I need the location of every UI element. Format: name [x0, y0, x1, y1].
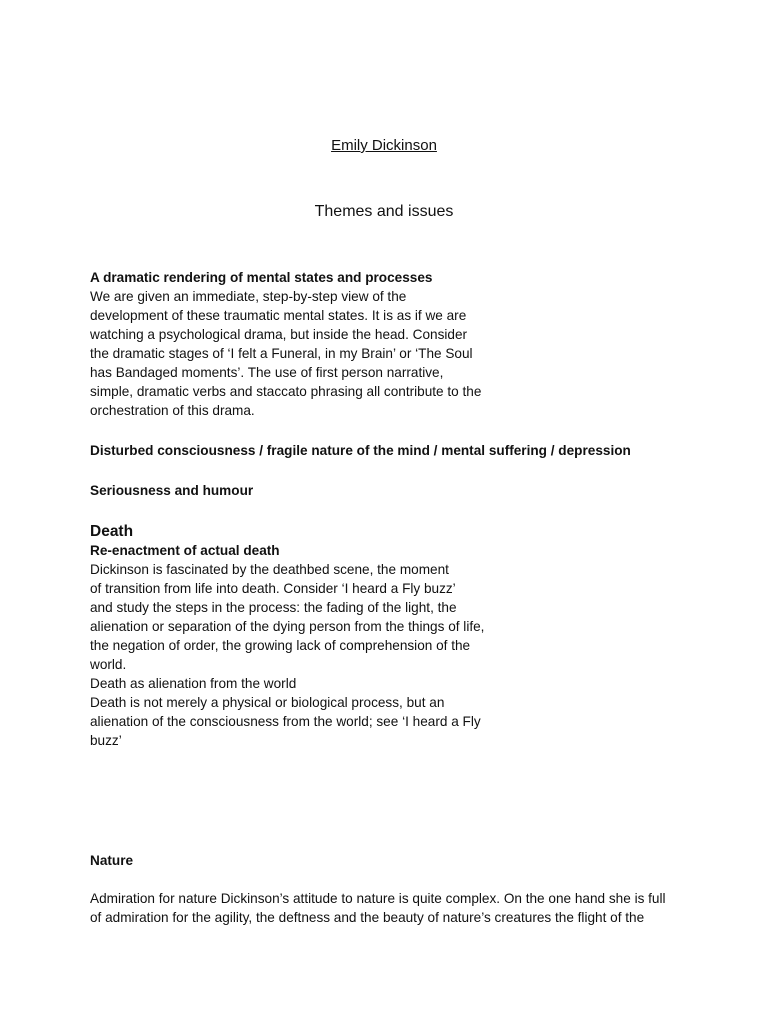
section-heading: Seriousness and humour	[90, 483, 254, 498]
paragraph-line: world.	[90, 657, 127, 672]
paragraph-line: of admiration for the agility, the deftness and the beauty of nature’s creatures the flight of the	[90, 910, 645, 925]
document-title: Emily Dickinson	[331, 137, 437, 154]
section-subheading: Re-enactment of actual death	[90, 543, 280, 558]
paragraph-line: watching a psychological drama, but inside the head. Consider	[90, 327, 468, 342]
section-heading: A dramatic rendering of mental states and processes	[90, 270, 433, 285]
section-heading: Nature	[90, 853, 134, 868]
paragraph-line: Dickinson is fascinated by the deathbed scene, the moment	[90, 562, 449, 577]
section-mental-states	[90, 268, 481, 420]
paragraph-line: development of these traumatic mental states. It is as if we are	[90, 308, 467, 323]
section-death	[90, 522, 484, 750]
paragraph-line: the dramatic stages of ‘I felt a Funeral, in my Brain’ or ‘The Soul	[90, 346, 473, 361]
section-nature	[90, 851, 133, 870]
paragraph-line: of transition from life into death. Consider ‘I heard a Fly buzz’	[90, 581, 456, 596]
paragraph-line: Admiration for nature Dickinson’s attitude to nature is quite complex. On the one hand she is full	[90, 891, 666, 906]
paragraph-line: We are given an immediate, step-by-step view of the	[90, 289, 407, 304]
paragraph-line: buzz’	[90, 733, 122, 748]
paragraph-line: alienation of the consciousness from the world; see ‘I heard a Fly	[90, 714, 481, 729]
paragraph-line: Death is not merely a physical or biological process, but an	[90, 695, 445, 710]
paragraph-line: orchestration of this drama.	[90, 403, 255, 418]
section-heading: Disturbed consciousness / fragile nature of the mind / mental suffering / depression	[90, 443, 631, 458]
paragraph-line: and study the steps in the process: the fading of the light, the	[90, 600, 457, 615]
section-disturbed-consciousness	[90, 441, 631, 460]
section-nature-body	[90, 889, 666, 927]
section-seriousness-humour	[90, 481, 253, 500]
paragraph-line: has Bandaged moments’. The use of first person narrative,	[90, 365, 444, 380]
paragraph-line: simple, dramatic verbs and staccato phrasing all contribute to the	[90, 384, 482, 399]
section-heading: Death	[90, 523, 134, 540]
paragraph-line: alienation or separation of the dying person from the things of life,	[90, 619, 485, 634]
paragraph-line: Death as alienation from the world	[90, 676, 297, 691]
document-subtitle: Themes and issues	[314, 203, 454, 220]
paragraph-line: the negation of order, the growing lack of comprehension of the	[90, 638, 471, 653]
